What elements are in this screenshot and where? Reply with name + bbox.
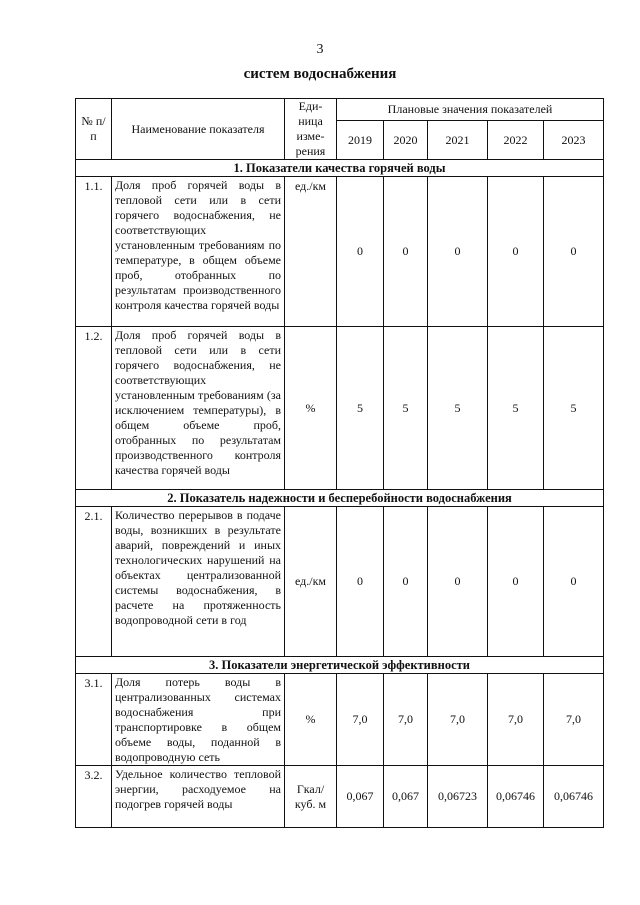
header-year: 2021 <box>428 121 488 160</box>
header-name: Наименование показателя <box>112 99 285 160</box>
value-cell: 0 <box>428 177 488 327</box>
row-number: 1.2. <box>76 327 112 490</box>
table-row <box>76 327 604 490</box>
section-heading <box>76 490 604 507</box>
value-cell: 0 <box>337 507 384 657</box>
section-title: 3. Показатели энергетической эффективности <box>76 657 604 674</box>
header-planned: Плановые значения показателей <box>337 99 604 121</box>
table-row <box>76 766 604 828</box>
value-cell: 0 <box>488 507 544 657</box>
value-cell: 7,0 <box>428 674 488 766</box>
row-number: 1.1. <box>76 177 112 327</box>
value-cell: 5 <box>428 327 488 490</box>
value-cell: 7,0 <box>384 674 428 766</box>
value-cell: 7,0 <box>544 674 604 766</box>
indicator-name: Удельное количество тепловой энергии, расходуемое на подогрев горячей воды <box>112 766 285 828</box>
indicators-table <box>75 98 604 828</box>
page-number: 3 <box>316 42 324 57</box>
header-unit: Еди- ница изме- рения <box>285 99 337 160</box>
section-heading <box>76 657 604 674</box>
value-cell: 7,0 <box>337 674 384 766</box>
value-cell: 5 <box>544 327 604 490</box>
section-title: 2. Показатель надежности и бесперебойности водоснабжения <box>76 490 604 507</box>
row-number: 3.1. <box>76 674 112 766</box>
indicator-name: Доля проб горячей воды в тепловой сети или в сети горячего водоснабжения, не соответствующих установленным требованиям по температуре, в общем объеме проб, отобранных по результатам производственного контроля качества горячей воды <box>112 177 285 327</box>
value-cell: 0,06746 <box>544 766 604 828</box>
section-heading <box>76 160 604 177</box>
value-cell: 0 <box>488 177 544 327</box>
unit-cell: Гкал/ куб. м <box>285 766 337 828</box>
header-year: 2023 <box>544 121 604 160</box>
table-row <box>76 177 604 327</box>
indicator-name: Доля потерь воды в централизованных системах водоснабжения при транспортировке в общем объеме воды, поданной в водопроводную сеть <box>112 674 285 766</box>
value-cell: 5 <box>488 327 544 490</box>
unit-cell: ед./км <box>285 177 337 327</box>
header-year: 2020 <box>384 121 428 160</box>
value-cell: 0,06723 <box>428 766 488 828</box>
indicator-name: Доля проб горячей воды в тепловой сети или в сети горячего водоснабжения, не соответствующих установленным требованиям (за исключением температуры), в общем объеме проб, отобранных по результатам производственного контроля качества горячей воды <box>112 327 285 490</box>
header-year: 2019 <box>337 121 384 160</box>
header-year: 2022 <box>488 121 544 160</box>
row-number: 2.1. <box>76 507 112 657</box>
header-num: № п/п <box>76 99 112 160</box>
row-number: 3.2. <box>76 766 112 828</box>
value-cell: 0 <box>384 507 428 657</box>
value-cell: 5 <box>384 327 428 490</box>
section-title: 1. Показатели качества горячей воды <box>76 160 604 177</box>
value-cell: 0 <box>544 507 604 657</box>
value-cell: 0,067 <box>337 766 384 828</box>
table-row <box>76 674 604 766</box>
value-cell: 0,06746 <box>488 766 544 828</box>
page-title: систем водоснабжения <box>243 66 397 82</box>
value-cell: 0 <box>544 177 604 327</box>
unit-cell: ед./км <box>285 507 337 657</box>
unit-cell: % <box>285 327 337 490</box>
value-cell: 0 <box>384 177 428 327</box>
unit-cell: % <box>285 674 337 766</box>
value-cell: 7,0 <box>488 674 544 766</box>
value-cell: 0 <box>428 507 488 657</box>
value-cell: 0 <box>337 177 384 327</box>
value-cell: 0,067 <box>384 766 428 828</box>
table-row <box>76 507 604 657</box>
value-cell: 5 <box>337 327 384 490</box>
indicator-name: Количество перерывов в подаче воды, возникших в результате аварий, повреждений и иных технологических нарушений на объектах централизованной системы водоснабжения, в расчете на протяженность водопроводной сети в год <box>112 507 285 657</box>
